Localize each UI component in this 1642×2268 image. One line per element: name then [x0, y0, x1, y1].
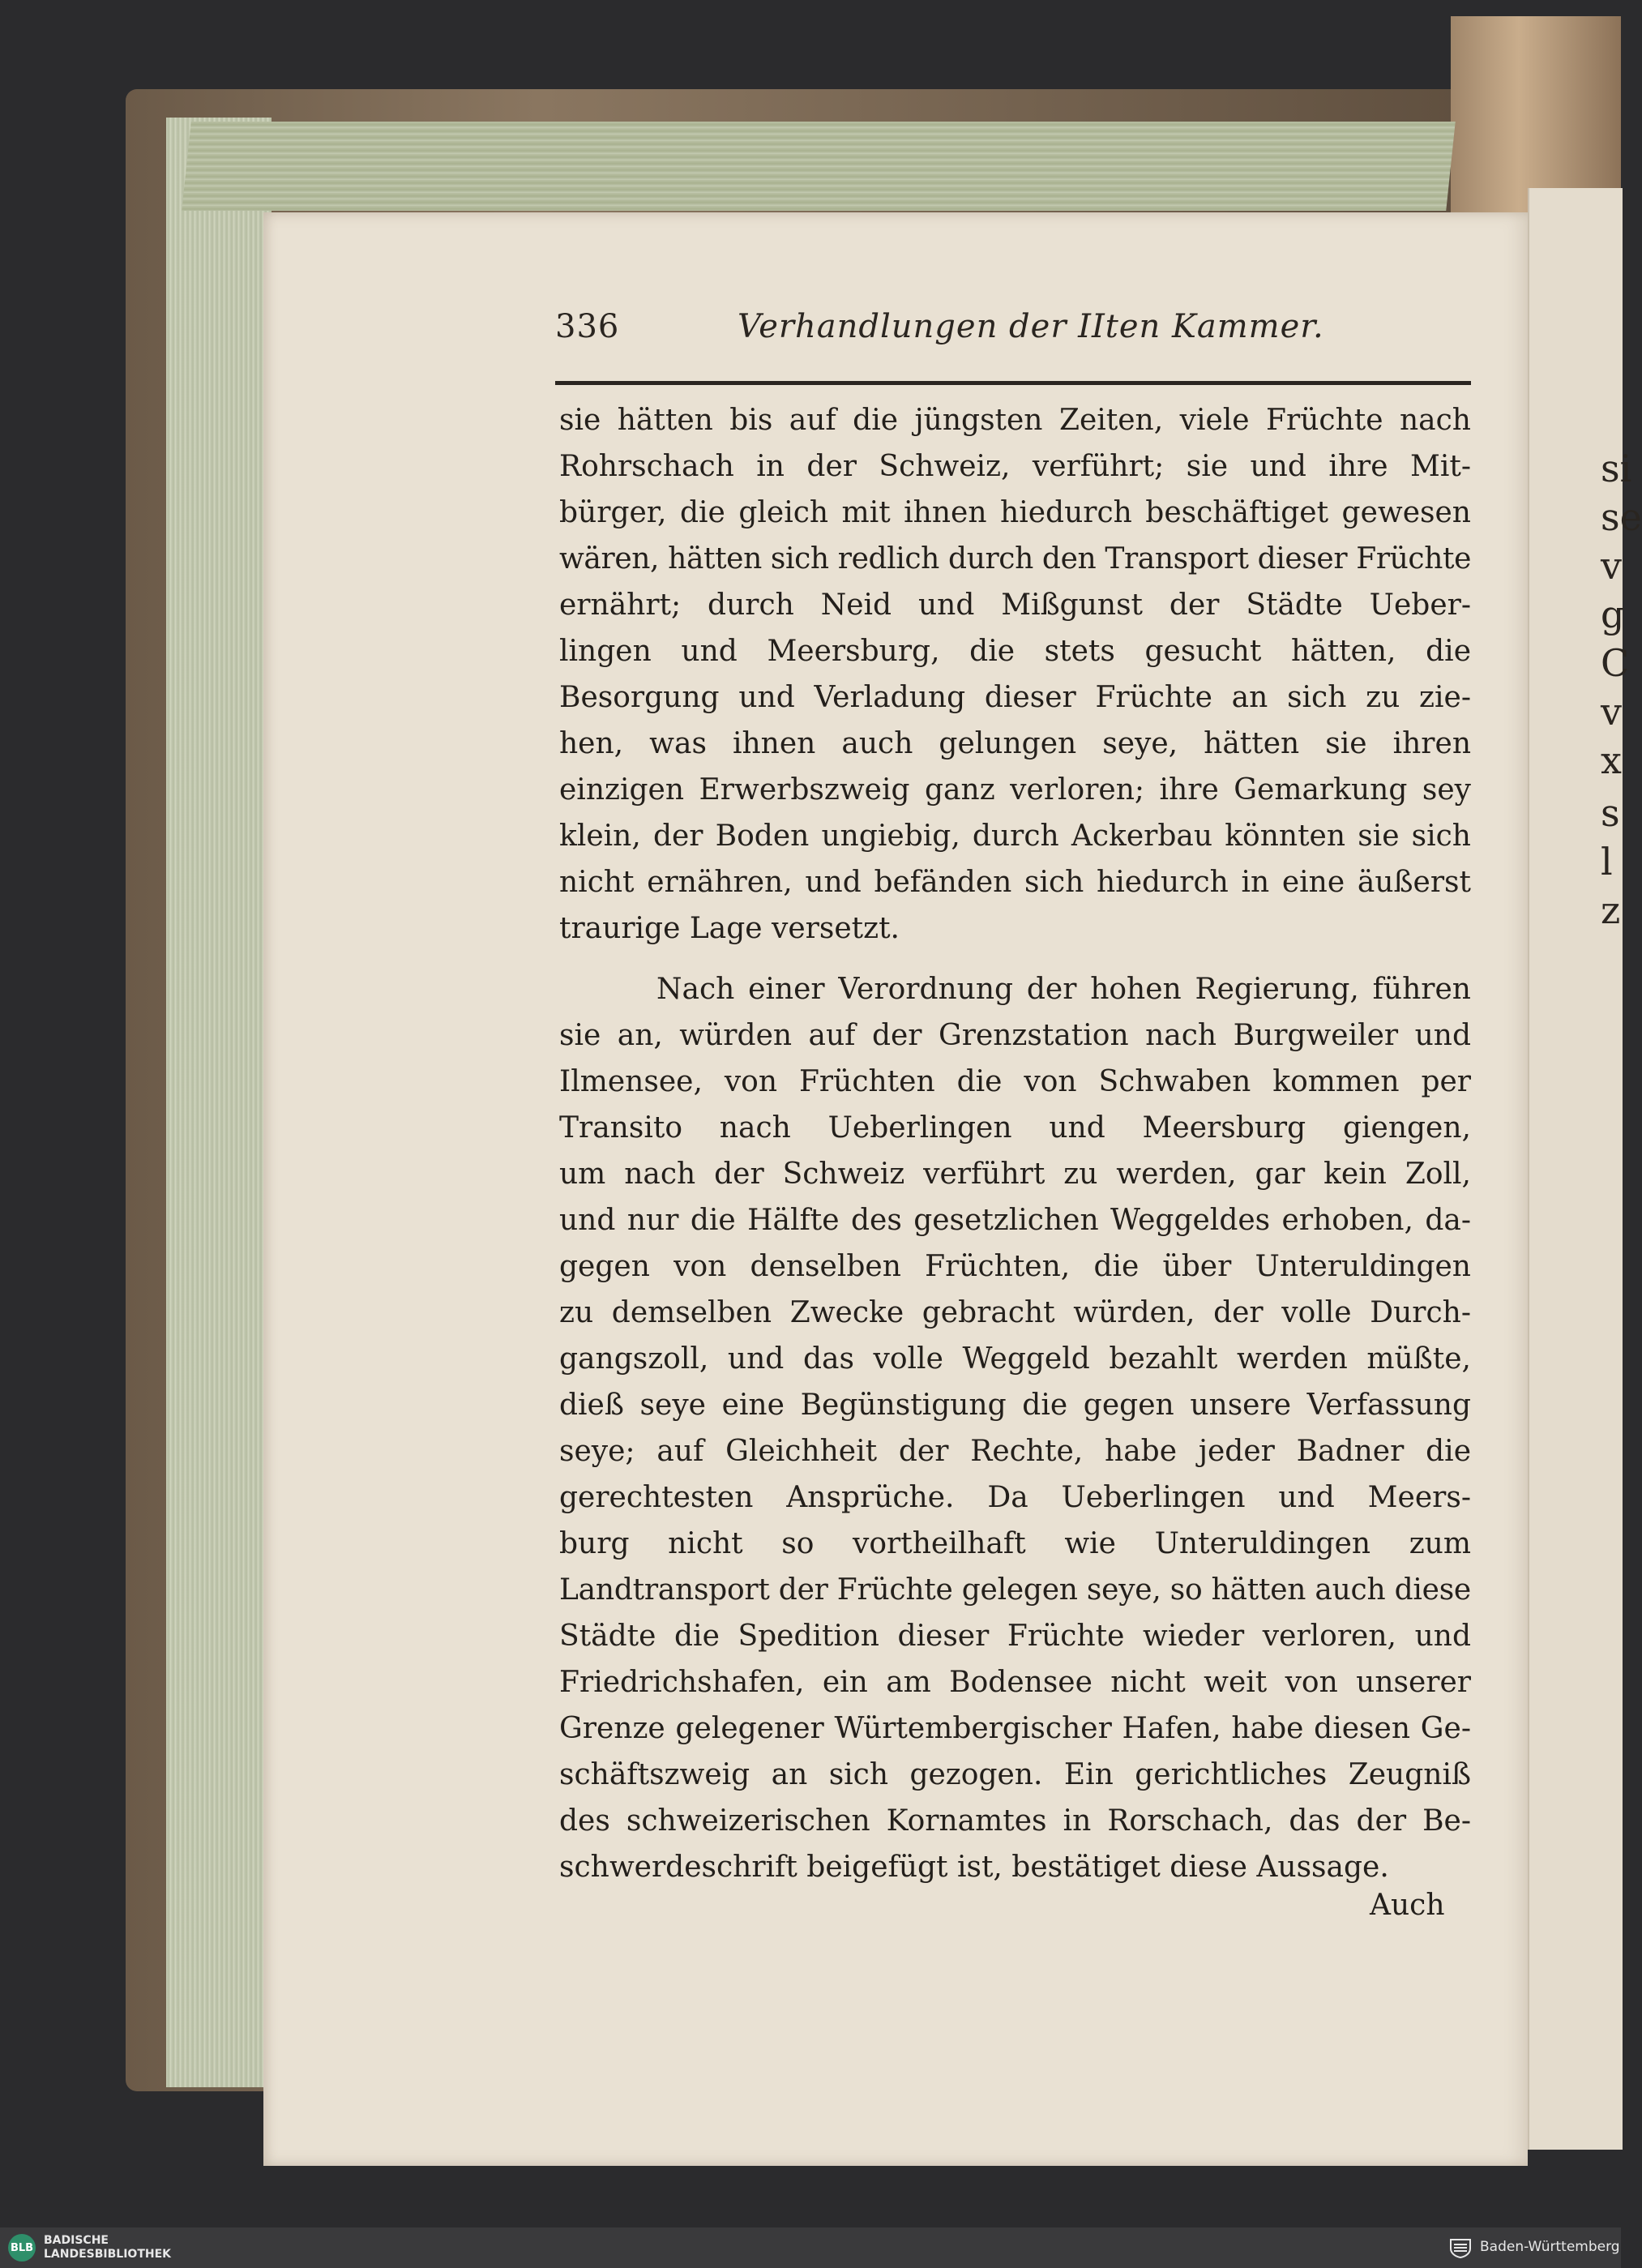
library-name[interactable]	[44, 2234, 171, 2262]
text-line: gangszoll, und das volle Weggeld bezahlt werden müßte,	[559, 1342, 1471, 1376]
header-rule	[555, 381, 1471, 385]
page-top-edge	[182, 122, 1456, 211]
paragraph-gap	[559, 952, 1471, 966]
facing-page-fragment: l	[1601, 840, 1613, 884]
text-line: einzigen Erwerbszweig ganz verloren; ihre Gemarkung sey	[559, 773, 1471, 807]
state-name[interactable]: Baden-Württemberg	[1480, 2239, 1620, 2255]
text-line: klein, der Boden ungiebig, durch Ackerbau könnten sie sich	[559, 819, 1471, 853]
text-line: Nach einer Verordnung der hohen Regierung, führen	[656, 973, 1471, 1006]
state-coat-of-arms-icon	[1449, 2237, 1472, 2258]
facing-page-fragment: x	[1601, 738, 1622, 782]
text-line: bürger, die gleich mit ihnen hiedurch beschäftiget gewesen	[559, 496, 1471, 529]
text-line: schwerdeschrift beigefügt ist, bestätiget diese Aussage.	[559, 1851, 1389, 1884]
text-line: sie an, würden auf der Grenzstation nach Burgweiler und	[559, 1019, 1471, 1052]
text-line: Rohrschach in der Schweiz, verführt; sie und ihre Mit-	[559, 450, 1471, 483]
facing-page-fragment: v	[1601, 690, 1622, 734]
facing-page-fragment: se	[1601, 495, 1642, 539]
viewer-footer	[0, 2227, 1621, 2268]
facing-page-fragment: C	[1601, 641, 1630, 685]
text-line: Grenze gelegener Würtembergischer Hafen, habe diesen Ge-	[559, 1712, 1471, 1745]
text-line: traurige Lage versetzt.	[559, 912, 900, 945]
page-number: 336	[555, 308, 620, 345]
text-line: ernährt; durch Neid und Mißgunst der Städte Ueber-	[559, 588, 1471, 622]
text-line: Ilmensee, von Früchten die von Schwaben kommen per	[559, 1065, 1471, 1098]
text-line: hen, was ihnen auch gelungen seye, hätten sie ihren	[559, 727, 1471, 760]
running-title: Verhandlungen der IIten Kammer.	[738, 308, 1324, 345]
text-line: sie hätten bis auf die jüngsten Zeiten, viele Früchte nach	[559, 404, 1471, 437]
text-line: Landtransport der Früchte gelegen seye, so hätten auch diese	[559, 1573, 1471, 1607]
body-text	[559, 397, 1471, 1890]
text-line: des schweizerischen Kornamtes in Rorschach, das der Be-	[559, 1804, 1471, 1838]
text-line: zu demselben Zwecke gebracht würden, der volle Durch-	[559, 1296, 1471, 1329]
facing-page-fragment: v	[1601, 544, 1622, 588]
text-line: wären, hätten sich redlich durch den Transport dieser Früchte	[559, 542, 1471, 576]
text-line: und nur die Hälfte des gesetzlichen Weggeldes erhoben, da-	[559, 1204, 1471, 1237]
text-line: Transito nach Ueberlingen und Meersburg giengen,	[559, 1111, 1471, 1145]
text-line: nicht ernähren, und befänden sich hiedurch in eine äußerst	[559, 866, 1471, 899]
text-line: Friedrichshafen, ein am Bodensee nicht weit von unserer	[559, 1666, 1471, 1699]
facing-page-fragment: si	[1601, 447, 1632, 490]
text-line: gerechtesten Ansprüche. Da Ueberlingen und Meers-	[559, 1481, 1471, 1514]
text-line: schäftszweig an sich gezogen. Ein gerichtliches Zeugniß	[559, 1758, 1471, 1791]
text-line: seye; auf Gleichheit der Rechte, habe jeder Badner die	[559, 1435, 1471, 1468]
catchword: Auch	[1370, 1889, 1445, 1922]
facing-page-fragment: z	[1601, 888, 1621, 932]
library-name-line1: BADISCHE	[44, 2234, 109, 2247]
blb-logo[interactable]: BLB	[8, 2234, 36, 2262]
facing-page-fragment: g	[1601, 593, 1625, 636]
page-header	[555, 308, 1471, 357]
text-line: um nach der Schweiz verführt zu werden, gar kein Zoll,	[559, 1158, 1471, 1191]
text-line: Besorgung und Verladung dieser Früchte an sich zu zie-	[559, 681, 1471, 714]
facing-page-fragment: s	[1601, 791, 1620, 835]
text-line: lingen und Meersburg, die stets gesucht hätten, die	[559, 635, 1471, 668]
text-line: Städte die Spedition dieser Früchte wieder verloren, und	[559, 1620, 1471, 1653]
page-block-edge	[166, 118, 272, 2087]
text-line: burg nicht so vortheilhaft wie Unteruldingen zum	[559, 1527, 1471, 1560]
library-name-line2: LANDESBIBLIOTHEK	[44, 2248, 172, 2261]
text-line: gegen von denselben Früchten, die über Unteruldingen	[559, 1250, 1471, 1283]
text-line: dieß seye eine Begünstigung die gegen unsere Verfassung	[559, 1389, 1471, 1422]
